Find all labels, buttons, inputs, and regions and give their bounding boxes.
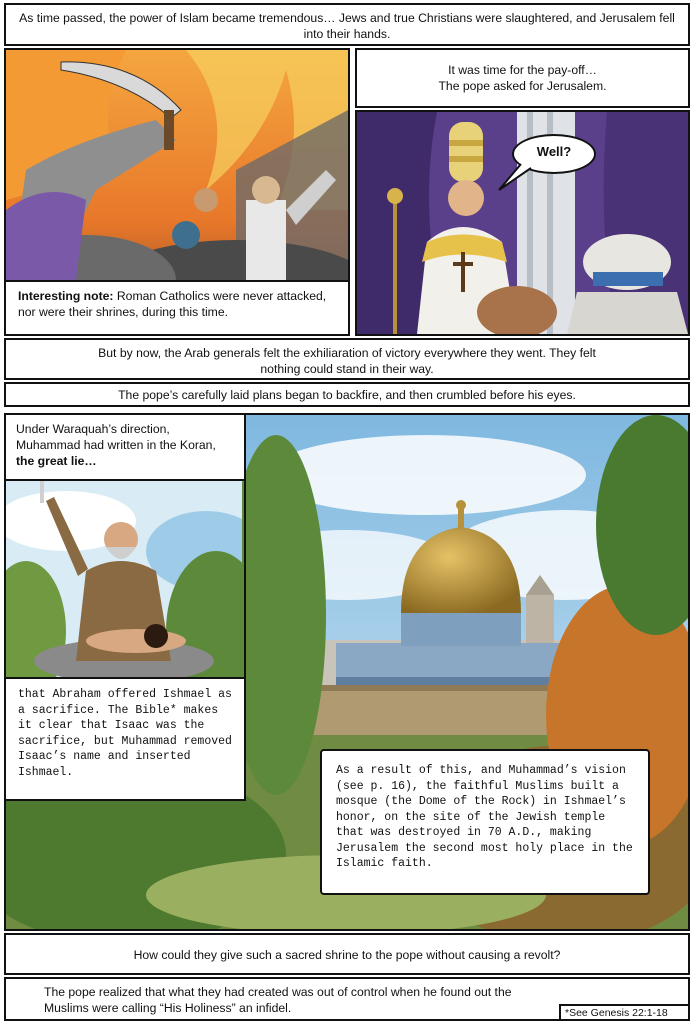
caption-dome-text: As a result of this, and Muhammad’s vision (see p. 16), the faithful Muslims built a mosque (the Dome of the Rock) in Ishmael’s honor, on the site of the Jewish temple that was destroyed in 70 A.D., making Jerusalem the second most holy place in the Islamic faith.: [336, 764, 633, 870]
interesting-note-box: [6, 280, 348, 334]
waraquah-text: Under Waraquah’s direction, Muhammad had written in the Koran,: [16, 422, 216, 452]
caption-top-text: As time passed, the power of Islam became tremendous… Jews and true Christians were slaughtered, and Jerusalem fell into their hands.: [19, 11, 675, 41]
footnote: [559, 1004, 690, 1021]
speech-bubble-tail: [497, 162, 537, 192]
abraham-illustration: [6, 481, 242, 677]
caption-top: [4, 3, 690, 46]
caption-abraham-text: that Abraham offered Ishmael as a sacrifice. The Bible* makes it clear that Isaac was the sacrifice, but Muhammad removed Isaac’s name and inserted Ishmael.: [18, 688, 232, 779]
caption-holiness-text: The pope realized that what they had created was out of control when he found out the Muslims were calling “His Holiness” an infidel.: [44, 985, 512, 1015]
waraquah-bold-text: the great lie…: [16, 454, 97, 468]
caption-generals-text: But by now, the Arab generals felt the exhiliaration of victory everywhere they went. They felt nothing could stand in their way.: [98, 346, 596, 376]
caption-backfire-text: The pope’s carefully laid plans began to backfire, and then crumbled before his eyes.: [118, 388, 576, 402]
caption-dome: [320, 749, 650, 895]
panel-dome-of-the-rock: [4, 413, 690, 931]
caption-revolt: [4, 933, 690, 975]
panel-abraham: [6, 479, 246, 679]
note-text: Roman Catholics were never attacked, nor were their shrines, during this time.: [18, 289, 327, 319]
payoff-line1: It was time for the pay-off…: [448, 63, 597, 77]
caption-abraham: [6, 677, 246, 801]
caption-payoff: [355, 48, 690, 108]
speech-bubble-text: Well?: [536, 144, 572, 159]
caption-backfire: [4, 382, 690, 407]
panel-pope: [355, 110, 690, 336]
note-label: Interesting note:: [18, 289, 114, 303]
panel-battle-scene: [4, 48, 350, 336]
caption-revolt-text: How could they give such a sacred shrine to the pope without causing a revolt?: [133, 948, 561, 962]
footnote-text: *See Genesis 22:1-18: [565, 1007, 668, 1019]
caption-generals: [4, 338, 690, 380]
payoff-line2: The pope asked for Jerusalem.: [438, 79, 607, 93]
caption-waraquah: [6, 415, 246, 481]
